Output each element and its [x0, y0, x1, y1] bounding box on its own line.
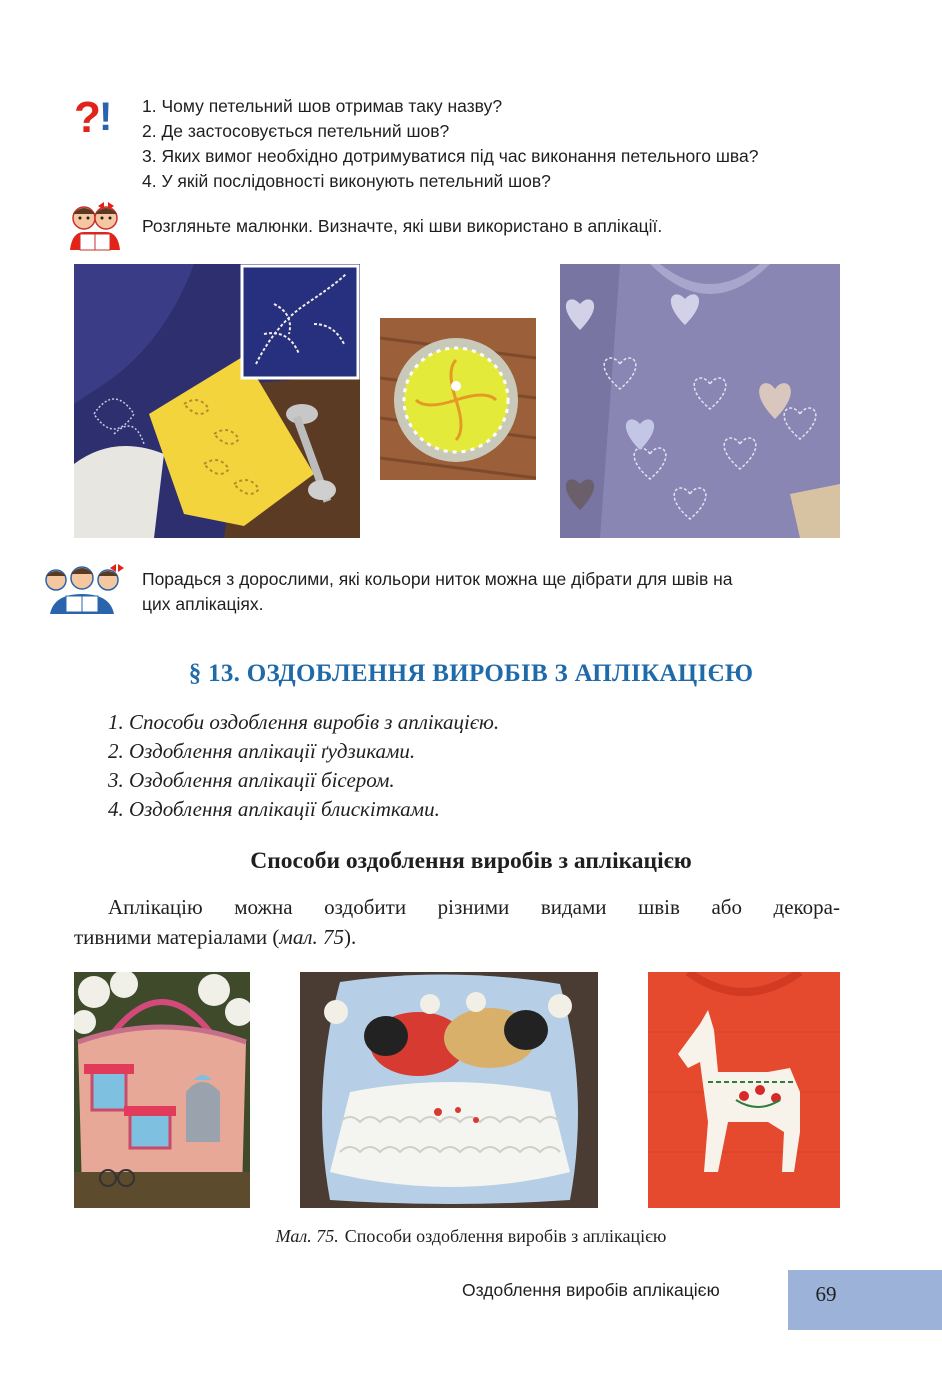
question-item: 1. Чому петельний шов отримав таку назву? — [142, 96, 503, 116]
shirt-hearts-photo — [560, 264, 840, 538]
figure-caption — [0, 1226, 942, 1247]
section-plan-list — [108, 708, 499, 824]
figure-label: Мал. 75. — [275, 1226, 339, 1246]
figure-reference: мал. 75 — [279, 925, 344, 949]
plan-item: 1. Способи оздоблення виробів з аплікацією. — [108, 710, 500, 734]
task-line: цих аплікаціях. — [142, 594, 264, 614]
question-exclamation-icon — [72, 92, 122, 138]
house-bag-appliqué-photo — [74, 972, 250, 1208]
napkin-embroidery-photo — [74, 264, 360, 538]
pillow-birds-appliqué-photo — [300, 972, 598, 1208]
svg-text:!: ! — [99, 95, 113, 138]
body-paragraph — [74, 892, 840, 952]
paragraph-line: тивними матеріалами (мал. 75). — [74, 925, 357, 949]
plan-item: 2. Оздоблення аплікації ґудзиками. — [108, 739, 416, 763]
plan-item: 4. Оздоблення аплікації блискітками. — [108, 797, 440, 821]
horse-appliqué-sweater-photo — [648, 972, 840, 1208]
task-look-at-pictures: Розгляньте малюнки. Визначте, які шви використано в аплікації. — [142, 216, 663, 236]
question-item: 3. Яких вимог необхідно дотримуватися під час виконання петельного шва? — [142, 146, 759, 166]
three-kids-reading-icon — [40, 562, 124, 616]
question-list — [142, 94, 758, 194]
task-consult-adults — [142, 567, 733, 617]
section-title: § 13. ОЗДОБЛЕННЯ ВИРОБІВ З АПЛІКАЦІЄЮ — [188, 660, 754, 687]
svg-text:?: ? — [74, 93, 101, 138]
page-number: 69 — [815, 1282, 837, 1306]
question-item: 4. У якій послідовності виконують петельний шов? — [142, 171, 551, 191]
yellow-circle-appliqué-photo — [380, 318, 536, 480]
kids-reading-icon — [62, 200, 128, 254]
paragraph-line: Аплікацію можна оздобити різними видами швів або декора- — [108, 895, 840, 919]
running-title: Оздоблення виробів аплікацією — [462, 1280, 720, 1300]
question-item: 2. Де застосовується петельний шов? — [142, 121, 450, 141]
subheading: Способи оздоблення виробів з аплікацією — [250, 848, 692, 874]
task-line: Порадься з дорослими, які кольори ниток можна ще дібрати для швів на — [142, 569, 733, 589]
plan-item: 3. Оздоблення аплікації бісером. — [108, 768, 395, 792]
figure-caption-text: Способи оздоблення виробів з аплікацією — [344, 1226, 667, 1246]
